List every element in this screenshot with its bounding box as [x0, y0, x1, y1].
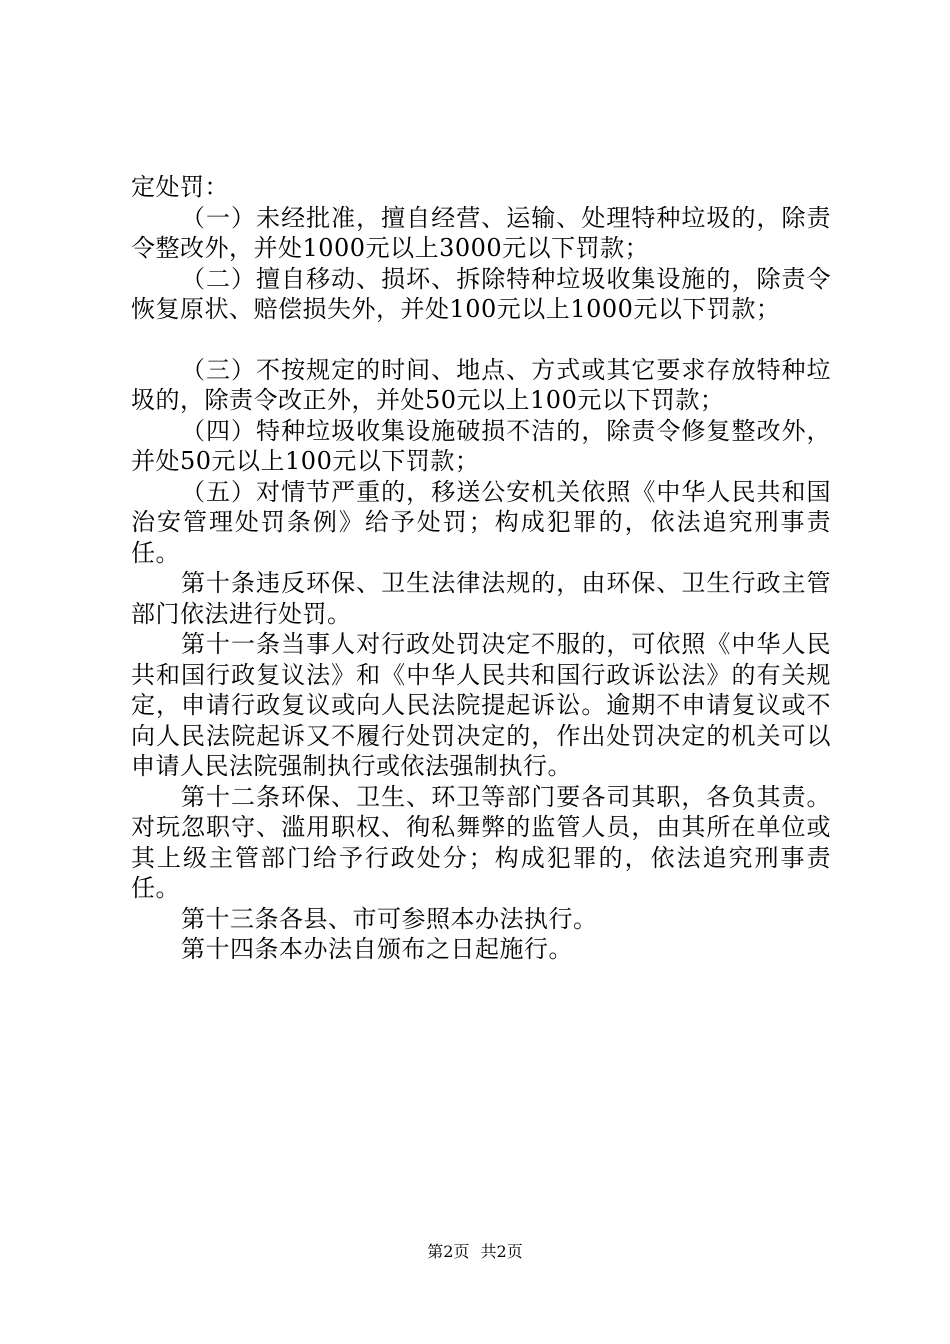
paragraph-item-1: （一）未经批准，擅自经营、运输、处理特种垃圾的，除责令整改外，并处1000元以上3000元以下罚款；	[131, 203, 831, 262]
paragraph-continuation: 定处罚：	[131, 173, 229, 201]
page-total: 共2页	[480, 1242, 523, 1261]
page-number: 第2页	[427, 1242, 470, 1261]
paragraph-article-10: 第十条违反环保、卫生法律法规的，由环保、卫生行政主管部门依法进行处罚。	[131, 569, 831, 628]
paragraph-article-14: 第十四条本办法自颁布之日起施行。	[181, 935, 573, 963]
paragraph-article-13: 第十三条各县、市可参照本办法执行。	[181, 904, 598, 933]
paragraph-item-3: （三）不按规定的时间、地点、方式或其它要求存放特种垃圾的，除责令改正外，并处50元以上100元以下罚款；	[131, 355, 831, 414]
paragraph-article-11: 第十一条当事人对行政处罚决定不服的，可依照《中华人民共和国行政复议法》和《中华人民共和国行政诉讼法》的有关规定，申请行政复议或向人民法院提起诉讼。逾期不申请复议或不向人民法院起诉又不履行处罚决定的，作出处罚决定的机关可以申请人民法院强制执行或依法强制执行。	[131, 630, 831, 780]
paragraph-item-2: （二）擅自移动、损坏、拆除特种垃圾收集设施的，除责令恢复原状、赔偿损失外，并处100元以上1000元以下罚款；	[131, 264, 831, 323]
document-body	[131, 172, 831, 965]
paragraph-item-5: （五）对情节严重的，移送公安机关依照《中华人民共和国治安管理处罚条例》给予处罚；构成犯罪的，依法追究刑事责任。	[131, 477, 831, 567]
paragraph-article-12: 第十二条环保、卫生、环卫等部门要各司其职，各负其责。对玩忽职守、滥用职权、徇私舞弊的监管人员，由其所在单位或其上级主管部门给予行政处分；构成犯罪的，依法追究刑事责任。	[131, 782, 831, 902]
page-footer	[0, 1242, 950, 1262]
paragraph-item-4: （四）特种垃圾收集设施破损不洁的，除责令修复整改外，并处50元以上100元以下罚款；	[131, 416, 831, 475]
